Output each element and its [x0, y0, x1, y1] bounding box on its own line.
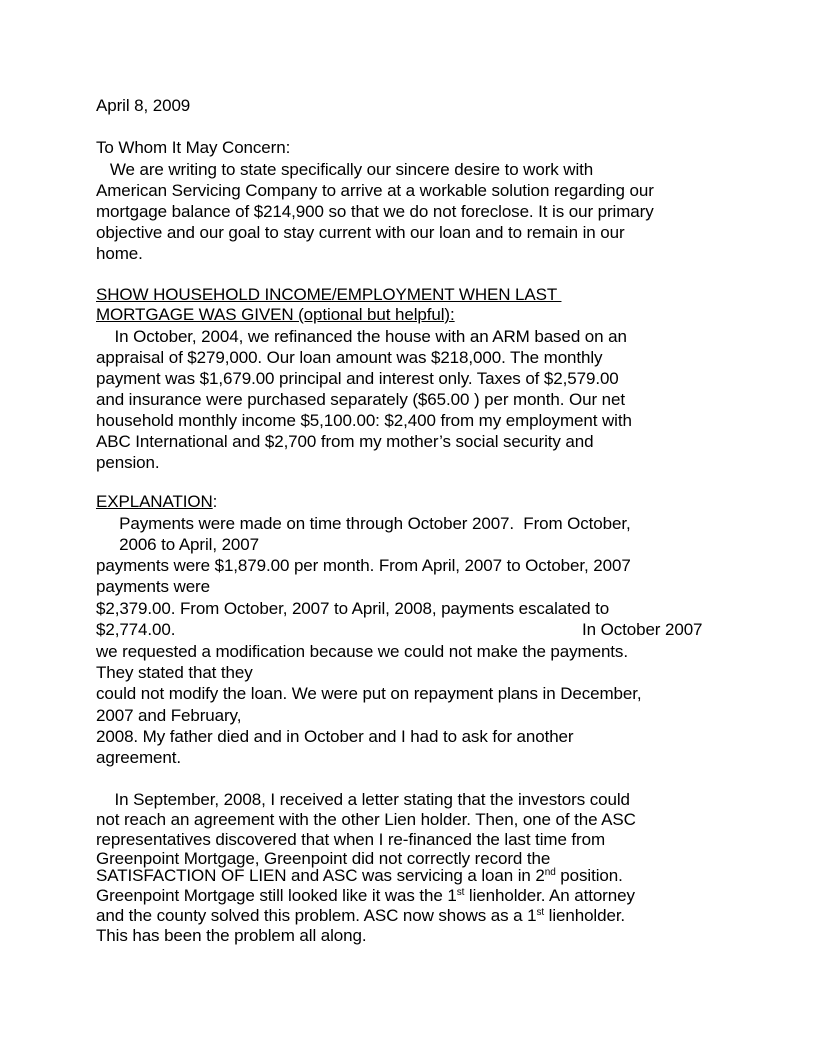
- intro-line: home.: [96, 244, 143, 263]
- explanation-line: payments were: [96, 577, 210, 596]
- explanation-line: we requested a modification because we could not make the payments.: [96, 642, 628, 661]
- explanation-line: 2006 to April, 2007: [96, 535, 259, 554]
- resolution-line: [96, 886, 635, 906]
- resolution-text: and the county solved this problem. ASC now shows as a 1: [96, 906, 537, 925]
- explanation-line: payments were $1,879.00 per month. From April, 2007 to October, 2007: [96, 556, 631, 575]
- explanation-line: 2007 and February,: [96, 706, 242, 725]
- resolution-line: representatives discovered that when I re-financed the last time from: [96, 830, 606, 849]
- ordinal-suffix: st: [536, 907, 545, 918]
- resolution-line: This has been the problem all along.: [96, 926, 367, 945]
- resolution-text: position.: [555, 866, 623, 885]
- explanation-line: They stated that they: [96, 663, 253, 682]
- explanation-line: Payments were made on time through October 2007. From October,: [96, 514, 631, 533]
- income-line: ABC International and $2,700 from my mother’s social security and: [96, 432, 594, 451]
- explanation-amount: $2,774.00.: [96, 620, 176, 639]
- intro-line: objective and our goal to stay current with our loan and to remain in our: [96, 223, 625, 242]
- letter-date: April 8, 2009: [96, 96, 191, 115]
- explanation-line: $2,379.00. From October, 2007 to April, 2008, payments escalated to: [96, 599, 610, 618]
- resolution-line: not reach an agreement with the other Lien holder. Then, one of the ASC: [96, 810, 636, 829]
- section-heading-income: MORTGAGE WAS GIVEN (optional but helpful):: [96, 305, 455, 324]
- explanation-line: [96, 620, 716, 640]
- resolution-text: lienholder. An attorney: [464, 886, 635, 905]
- income-line: In October, 2004, we refinanced the house with an ARM based on an: [96, 327, 627, 346]
- explanation-heading-colon: :: [212, 492, 218, 511]
- salutation: To Whom It May Concern:: [96, 138, 291, 157]
- resolution-line: [96, 906, 625, 926]
- intro-line: We are writing to state specifically our sincere desire to work with: [96, 160, 594, 179]
- explanation-right-segment: In October 2007: [582, 620, 703, 639]
- resolution-line: In September, 2008, I received a letter stating that the investors could: [96, 790, 630, 809]
- income-line: household monthly income $5,100.00: $2,400 from my employment with: [96, 411, 632, 430]
- explanation-line: agreement.: [96, 748, 181, 767]
- ordinal-suffix: nd: [544, 867, 556, 878]
- resolution-text: Greenpoint Mortgage still looked like it was the 1: [96, 886, 457, 905]
- income-line: pension.: [96, 453, 160, 472]
- resolution-text: SATISFACTION OF LIEN and ASC was servicing a loan in 2: [96, 866, 545, 885]
- income-line: appraisal of $279,000. Our loan amount was $218,000. The monthly: [96, 348, 603, 367]
- explanation-line: 2008. My father died and in October and I had to ask for another: [96, 727, 574, 746]
- explanation-line: could not modify the loan. We were put on repayment plans in December,: [96, 684, 642, 703]
- resolution-line: [96, 866, 623, 886]
- explanation-heading-text: EXPLANATION: [96, 492, 213, 511]
- intro-line: American Servicing Company to arrive at a workable solution regarding our: [96, 181, 654, 200]
- income-line: payment was $1,679.00 principal and interest only. Taxes of $2,579.00: [96, 369, 619, 388]
- ordinal-suffix: st: [456, 887, 465, 898]
- income-line: and insurance were purchased separately ($65.00 ) per month. Our net: [96, 390, 626, 409]
- intro-line: mortgage balance of $214,900 so that we do not foreclose. It is our primary: [96, 202, 654, 221]
- resolution-line: Greenpoint Mortgage, Greenpoint did not correctly record the: [96, 849, 551, 868]
- resolution-text: lienholder.: [544, 906, 626, 925]
- section-heading-explanation: [96, 492, 217, 512]
- section-heading-income: SHOW HOUSEHOLD INCOME/EMPLOYMENT WHEN LAST: [96, 285, 562, 304]
